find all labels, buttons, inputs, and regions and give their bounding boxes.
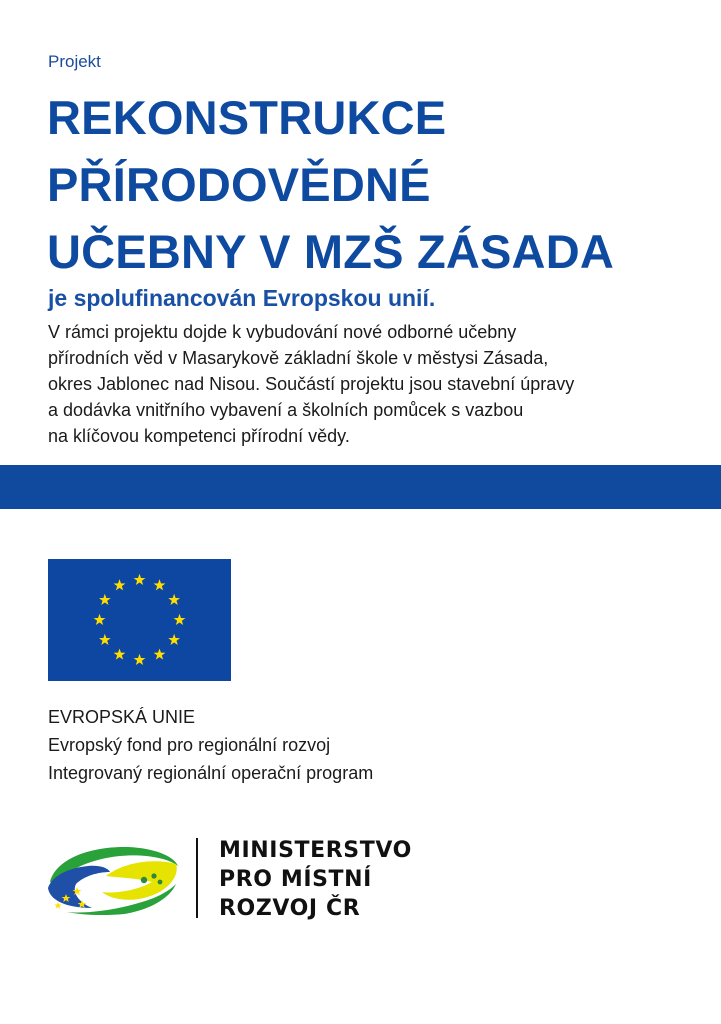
eu-text-line: Integrovaný regionální operační program [48,763,374,783]
description-line: a dodávka vnitřního vybavení a školních pomůcek s vazbou [48,400,524,420]
eu-text-line: Evropský fond pro regionální rozvoj [48,735,331,755]
ministry-name-line: MINISTERSTVO [219,838,412,863]
eu-funding-text [48,703,373,787]
logo-divider [196,838,198,918]
ministry-name-line: ROZVOJ ČR [219,896,361,921]
project-title-line: REKONSTRUKCE [47,91,447,144]
eu-flag-icon [48,559,231,681]
description-line: okres Jablonec nad Nisou. Součástí projektu jsou stavební úpravy [48,374,575,394]
project-title [47,84,707,285]
mmr-logo-icon [46,842,182,916]
project-title-line: UČEBNY V MZŠ ZÁSADA [47,225,614,278]
project-description [48,319,688,449]
description-line: V rámci projektu dojde k vybudování nové odborné učebny [48,322,517,342]
blue-divider-band [0,465,721,509]
ministry-name-line: PRO MÍSTNÍ [219,867,372,892]
project-kicker: Projekt [48,52,101,71]
project-title-line: PŘÍRODOVĚDNÉ [47,158,431,211]
project-subtitle: je spolufinancován Evropskou unií. [48,285,436,311]
description-line: přírodních věd v Masarykově základní škole v městysi Zásada, [48,348,549,368]
ministry-name [219,836,412,923]
eu-text-line: EVROPSKÁ UNIE [48,707,196,727]
description-line: na klíčovou kompetenci přírodní vědy. [48,426,350,446]
